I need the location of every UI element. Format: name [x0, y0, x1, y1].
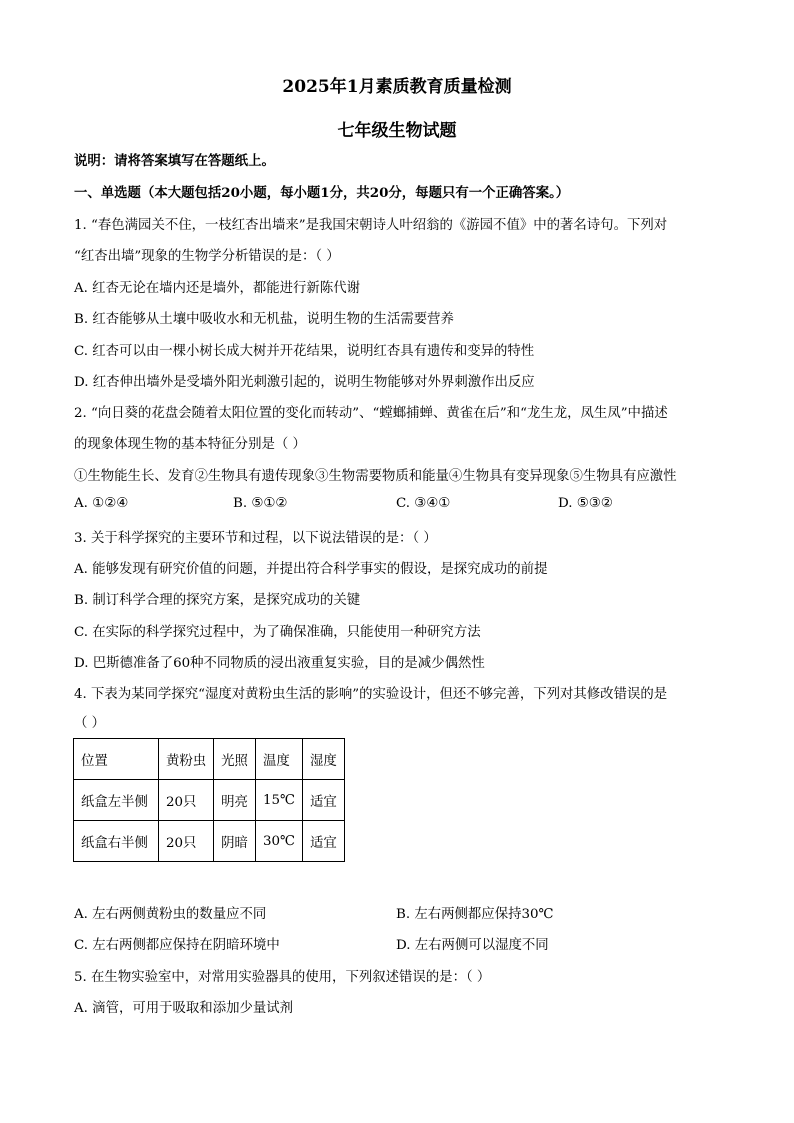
table-row [74, 780, 345, 821]
q1-option-c: C. 红杏可以由一棵小树长成大树并开花结果，说明红杏具有遗传和变异的特性 [74, 344, 535, 359]
table-cell: 适宜 [302, 780, 344, 821]
q2-stem-line2: 的现象体现生物的基本特征分别是（ ） [74, 437, 306, 452]
q2-option-a: A. ①②④ [74, 496, 129, 511]
instructions: 说明：请将答案填写在答题纸上。 [74, 153, 275, 169]
q4-stem-line2: （ ） [74, 716, 106, 731]
q1-option-d: D. 红杏伸出墙外是受墙外阳光刺激引起的，说明生物能够对外界刺激作出反应 [74, 375, 535, 390]
table-cell: 30℃ [255, 821, 302, 862]
q1-stem-line1: 1. “春色满园关不住，一枝红杏出墙来”是我国宋朝诗人叶绍翁的《游园不值》中的著名诗句。下列对 [74, 218, 668, 233]
table-cell: 纸盒左半侧 [74, 780, 159, 821]
table-cell: 纸盒右半侧 [74, 821, 159, 862]
q4-option-a: A. 左右两侧黄粉虫的数量应不同 [74, 907, 267, 922]
table-cell: 适宜 [302, 821, 344, 862]
table-cell: 15℃ [255, 780, 302, 821]
table-header-row [74, 739, 345, 780]
q1-option-b: B. 红杏能够从土壤中吸收水和无机盐，说明生物的生活需要营养 [74, 312, 454, 327]
q3-option-a: A. 能够发现有研究价值的问题，并提出符合科学事实的假设，是探究成功的前提 [74, 562, 548, 577]
table-header-cell: 位置 [74, 739, 159, 780]
exam-title: 2025年1月素质教育质量检测 [282, 77, 512, 97]
q5-stem: 5. 在生物实验室中，对常用实验器具的使用，下列叙述错误的是：（ ） [74, 970, 491, 985]
table-header-cell: 光照 [214, 739, 256, 780]
q3-option-c: C. 在实际的科学探究过程中，为了确保准确，只能使用一种研究方法 [74, 625, 481, 640]
table-cell: 20只 [159, 780, 214, 821]
q3-option-b: B. 制订科学合理的探究方案，是探究成功的关键 [74, 593, 361, 608]
q2-stem-line3: ①生物能生长、发育②生物具有遗传现象③生物需要物质和能量④生物具有变异现象⑤生物具有应激性 [74, 469, 677, 484]
table-cell: 阴暗 [214, 821, 256, 862]
q1-stem-line2: “红杏出墙”现象的生物学分析错误的是：（ ） [74, 249, 340, 264]
q4-stem-line1: 4. 下表为某同学探究“湿度对黄粉虫生活的影响”的实验设计，但还不够完善，下列对其修改错误的是 [74, 687, 668, 702]
q3-option-d: D. 巴斯德准备了60种不同物质的浸出液重复实验，目的是减少偶然性 [74, 656, 485, 671]
table-cell: 明亮 [214, 780, 256, 821]
table-cell: 20只 [159, 821, 214, 862]
q1-option-a: A. 红杏无论在墙内还是墙外，都能进行新陈代谢 [74, 281, 360, 296]
q2-option-b: B. ⑤①② [233, 496, 288, 511]
q4-option-b: B. 左右两侧都应保持30℃ [396, 907, 554, 922]
q2-option-c: C. ③④① [396, 496, 451, 511]
q3-stem: 3. 关于科学探究的主要环节和过程，以下说法错误的是：（ ） [74, 531, 437, 546]
table-row [74, 821, 345, 862]
section-heading: 一、单选题（本大题包括20小题，每小题1分，共20分，每题只有一个正确答案。） [74, 185, 570, 201]
table-header-cell: 黄粉虫 [159, 739, 214, 780]
q2-option-d: D. ⑤③② [558, 496, 613, 511]
table-header-cell: 湿度 [302, 739, 344, 780]
q4-option-d: D. 左右两侧可以湿度不同 [396, 938, 549, 953]
table-header-cell: 温度 [255, 739, 302, 780]
exam-subtitle: 七年级生物试题 [337, 121, 457, 141]
q5-option-a: A. 滴管，可用于吸取和添加少量试剂 [74, 1001, 294, 1016]
experiment-table [73, 738, 345, 862]
q4-option-c: C. 左右两侧都应保持在阴暗环境中 [74, 938, 280, 953]
q2-stem-line1: 2. “向日葵的花盘会随着太阳位置的变化而转动”、“螳螂捕蝉、黄雀在后”和“龙生龙，凤生凤”中描述 [74, 406, 668, 421]
